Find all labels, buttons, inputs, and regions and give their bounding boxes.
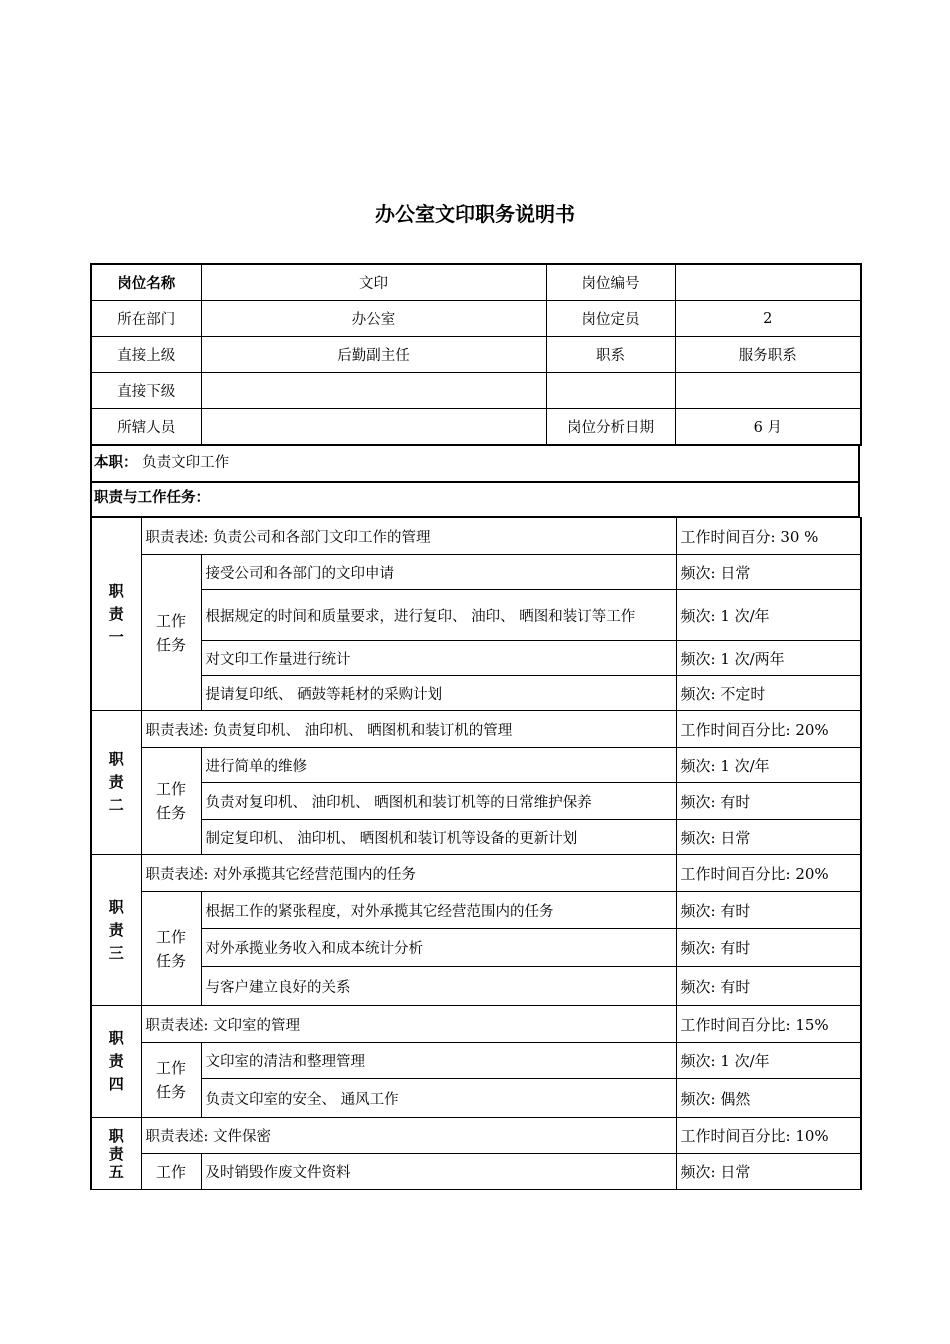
task-text: 根据规定的时间和质量要求，进行复印、 油印、 晒图和装订等工作 bbox=[201, 590, 676, 641]
info-label: 直接下级 bbox=[91, 373, 201, 409]
duty-name-char: 责 bbox=[108, 604, 124, 623]
info-value: 文印 bbox=[201, 264, 546, 301]
task-text: 与客户建立良好的关系 bbox=[201, 967, 676, 1006]
duty-time-percent: 工作时间百分比: 10% bbox=[676, 1118, 861, 1154]
duty-time-percent: 工作时间百分比: 15% bbox=[676, 1006, 861, 1043]
task-text: 接受公司和各部门的文印申请 bbox=[201, 555, 676, 590]
task-text: 制定复印机、 油印机、 晒图机和装订机等设备的更新计划 bbox=[201, 820, 676, 855]
duty-description: 职责表述: 负责复印机、 油印机、 晒图机和装订机的管理 bbox=[141, 711, 676, 748]
duty-name-char: 责 bbox=[108, 920, 124, 939]
duty-name bbox=[91, 1006, 141, 1118]
task-text: 对文印工作量进行统计 bbox=[201, 641, 676, 676]
duty-name-char: 二 bbox=[108, 796, 124, 814]
info-value bbox=[201, 373, 546, 409]
duty-desc-row bbox=[91, 711, 861, 748]
duty-name-char: 一 bbox=[108, 627, 124, 646]
task-frequency: 频次: 日常 bbox=[676, 555, 861, 590]
duty-name-char: 职 bbox=[108, 1126, 124, 1145]
task-label: 工作 bbox=[141, 1154, 201, 1190]
info-row bbox=[91, 373, 861, 409]
task-text: 对外承揽业务收入和成本统计分析 bbox=[201, 929, 676, 967]
info-label: 直接上级 bbox=[91, 337, 201, 373]
info-value bbox=[675, 264, 861, 301]
task-label: 工作任务 bbox=[141, 748, 201, 855]
task-row bbox=[91, 1154, 861, 1190]
task-frequency: 频次: 有时 bbox=[676, 783, 861, 820]
task-label: 工作任务 bbox=[141, 555, 201, 711]
duty-name-char: 职 bbox=[108, 581, 124, 600]
info-label: 岗位编号 bbox=[546, 264, 675, 301]
duty-desc-row bbox=[91, 518, 861, 555]
info-value: 2 bbox=[675, 301, 861, 337]
task-text: 文印室的清洁和整理管理 bbox=[201, 1043, 676, 1079]
task-row bbox=[91, 1079, 861, 1118]
duty-time-percent: 工作时间百分比: 20% bbox=[676, 711, 861, 748]
task-frequency: 频次: 有时 bbox=[676, 892, 861, 929]
info-value: 后勤副主任 bbox=[201, 337, 546, 373]
info-value: 6 月 bbox=[675, 409, 861, 446]
info-label: 职系 bbox=[546, 337, 675, 373]
duty-name-char: 职 bbox=[108, 750, 124, 768]
duty-desc-row bbox=[91, 855, 861, 892]
duty-name bbox=[91, 518, 141, 711]
duty-name-char: 责 bbox=[108, 1052, 124, 1070]
task-frequency: 频次: 偶然 bbox=[676, 1079, 861, 1118]
info-label bbox=[546, 373, 675, 409]
task-frequency: 频次: 1 次/年 bbox=[676, 590, 861, 641]
task-row bbox=[91, 1043, 861, 1079]
task-text: 进行简单的维修 bbox=[201, 748, 676, 783]
duty-name-char: 三 bbox=[108, 943, 124, 962]
duty-name-char: 四 bbox=[108, 1075, 124, 1093]
duty-name bbox=[91, 711, 141, 855]
task-row bbox=[91, 555, 861, 590]
duty-description: 职责表述: 负责公司和各部门文印工作的管理 bbox=[141, 518, 676, 555]
duty-time-percent: 工作时间百分比: 20% bbox=[676, 855, 861, 892]
duty-name-char: 五 bbox=[108, 1162, 124, 1181]
info-label: 所辖人员 bbox=[91, 409, 201, 446]
info-value: 办公室 bbox=[201, 301, 546, 337]
task-frequency: 频次: 1 次/两年 bbox=[676, 641, 861, 676]
info-row bbox=[91, 264, 861, 301]
task-frequency: 频次: 有时 bbox=[676, 967, 861, 1006]
info-value: 服务职系 bbox=[675, 337, 861, 373]
task-row bbox=[91, 641, 861, 676]
task-label: 工作任务 bbox=[141, 1043, 201, 1118]
duty-description: 职责表述: 文件保密 bbox=[141, 1118, 676, 1154]
info-value bbox=[675, 373, 861, 409]
info-label: 岗位分析日期 bbox=[546, 409, 675, 446]
task-text: 负责文印室的安全、 通风工作 bbox=[201, 1079, 676, 1118]
duty-name bbox=[91, 855, 141, 1006]
task-row bbox=[91, 676, 861, 711]
duty-name-char: 责 bbox=[108, 1144, 124, 1163]
task-row bbox=[91, 590, 861, 641]
duty-description: 职责表述: 对外承揽其它经营范围内的任务 bbox=[141, 855, 676, 892]
task-row bbox=[91, 967, 861, 1006]
task-row bbox=[91, 783, 861, 820]
task-text: 根据工作的紧张程度，对外承揽其它经营范围内的任务 bbox=[201, 892, 676, 929]
task-frequency: 频次: 有时 bbox=[676, 929, 861, 967]
duty-summary-value: 负责文印工作 bbox=[142, 455, 230, 471]
task-text: 及时销毁作废文件资料 bbox=[201, 1154, 676, 1190]
task-text: 负责对复印机、 油印机、 晒图机和装订机等的日常维护保养 bbox=[201, 783, 676, 820]
duty-summary-row bbox=[90, 446, 860, 483]
duty-name-char: 职 bbox=[108, 1029, 124, 1047]
task-row bbox=[91, 892, 861, 929]
task-text: 提请复印纸、 硒鼓等耗材的采购计划 bbox=[201, 676, 676, 711]
duty-name-char: 职 bbox=[108, 897, 124, 916]
info-value bbox=[201, 409, 546, 446]
duties-header-row bbox=[90, 481, 860, 518]
duty-desc-row bbox=[91, 1118, 861, 1154]
info-label: 所在部门 bbox=[91, 301, 201, 337]
page-title: 办公室文印职务说明书 bbox=[375, 202, 575, 226]
info-label: 岗位名称 bbox=[91, 264, 201, 301]
task-row bbox=[91, 820, 861, 855]
task-frequency: 频次: 日常 bbox=[676, 820, 861, 855]
position-info-table bbox=[90, 263, 862, 446]
task-frequency: 频次: 日常 bbox=[676, 1154, 861, 1190]
duty-desc-row bbox=[91, 1006, 861, 1043]
duty-description: 职责表述: 文印室的管理 bbox=[141, 1006, 676, 1043]
duty-name-char: 责 bbox=[108, 773, 124, 791]
info-label: 岗位定员 bbox=[546, 301, 675, 337]
task-row bbox=[91, 748, 861, 783]
duties-table bbox=[90, 517, 862, 1190]
task-label: 工作任务 bbox=[141, 892, 201, 1006]
task-frequency: 频次: 不定时 bbox=[676, 676, 861, 711]
duty-time-percent: 工作时间百分: 30 % bbox=[676, 518, 861, 555]
task-frequency: 频次: 1 次/年 bbox=[676, 1043, 861, 1079]
duty-summary-label: 本职： bbox=[94, 455, 138, 471]
duties-header: 职责与工作任务： bbox=[94, 490, 210, 506]
task-row bbox=[91, 929, 861, 967]
info-row bbox=[91, 337, 861, 373]
duty-name bbox=[91, 1118, 141, 1190]
info-row bbox=[91, 301, 861, 337]
task-frequency: 频次: 1 次/年 bbox=[676, 748, 861, 783]
info-row bbox=[91, 409, 861, 446]
